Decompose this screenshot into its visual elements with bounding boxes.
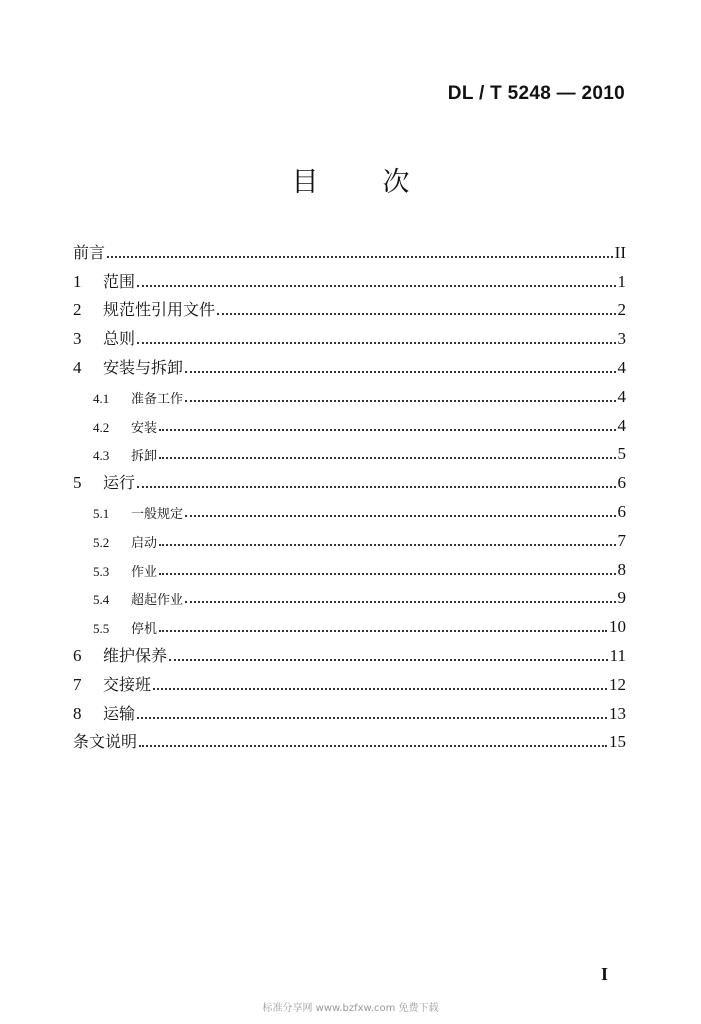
toc-entry-label: 维护保养 (103, 645, 168, 665)
toc-entry[interactable] (73, 695, 626, 724)
toc-title-char-2: 次 (382, 167, 410, 198)
toc-entry-page: 6 (617, 473, 626, 493)
toc-dot-leader (159, 429, 615, 431)
toc-entry-page: 4 (617, 357, 626, 377)
toc-entry-label: 范围 (103, 271, 136, 291)
toc-entry-label: 运输 (103, 703, 136, 723)
toc-entry[interactable] (73, 378, 626, 407)
toc-dot-leader (137, 285, 615, 287)
toc-dot-leader (159, 457, 615, 459)
toc-entry-number: 4.1 (93, 390, 110, 406)
toc-entry-number: 8 (73, 703, 82, 723)
toc-dot-leader (185, 400, 615, 402)
toc-title-char-1: 目 (291, 167, 319, 198)
table-of-contents (73, 234, 626, 752)
toc-entry-label: 安装与拆卸 (103, 357, 184, 377)
toc-entry-page: 12 (609, 674, 626, 694)
toc-entry[interactable] (73, 580, 626, 609)
toc-entry-page: 3 (617, 329, 626, 349)
toc-dot-leader (159, 544, 615, 546)
toc-dot-leader (169, 659, 608, 661)
toc-entry[interactable] (73, 234, 626, 263)
toc-entry-label: 总则 (103, 329, 136, 349)
toc-dot-leader (137, 717, 607, 719)
toc-entry-label: 运行 (103, 473, 136, 493)
toc-entry-label: 前言 (73, 242, 106, 262)
page-number: I (600, 964, 608, 984)
toc-entry-number: 4.2 (93, 419, 110, 435)
toc-entry-page: 1 (617, 271, 626, 291)
toc-dot-leader (185, 371, 615, 373)
toc-entry[interactable] (73, 724, 626, 753)
toc-entry-page: 4 (617, 415, 626, 435)
toc-entry-number: 7 (73, 674, 82, 694)
toc-entry-label: 一般规定 (131, 506, 184, 522)
watermark: 标准分享网 www.bzfxw.com 免费下载 (262, 1003, 439, 1014)
toc-title (0, 160, 701, 199)
toc-entry-page: 6 (617, 501, 626, 521)
toc-entry[interactable] (73, 608, 626, 637)
toc-entry-page: 2 (617, 300, 626, 320)
toc-entry[interactable] (73, 349, 626, 378)
toc-entry[interactable] (73, 320, 626, 349)
toc-entry-label: 停机 (131, 622, 158, 638)
toc-dot-leader (159, 573, 615, 575)
standard-code: DL / T 5248 — 2010 (447, 83, 625, 104)
toc-entry[interactable] (73, 436, 626, 465)
toc-entry[interactable] (73, 666, 626, 695)
toc-dot-leader (137, 342, 615, 344)
toc-entry-page: 10 (609, 617, 626, 637)
toc-entry-number: 4.3 (93, 448, 110, 464)
toc-dot-leader (217, 313, 615, 315)
toc-entry[interactable] (73, 493, 626, 522)
toc-entry-number: 2 (73, 300, 82, 320)
toc-entry-label: 拆卸 (131, 449, 158, 465)
toc-dot-leader (185, 601, 615, 603)
toc-entry[interactable] (73, 464, 626, 493)
toc-entry-number: 5.1 (93, 505, 110, 521)
toc-entry[interactable] (73, 522, 626, 551)
toc-entry-page: 7 (617, 530, 626, 550)
toc-entry-number: 5.4 (93, 592, 110, 608)
toc-entry-page: II (614, 242, 626, 262)
toc-dot-leader (137, 486, 615, 488)
toc-dot-leader (139, 745, 607, 747)
toc-dot-leader (159, 630, 607, 632)
toc-entry-number: 3 (73, 329, 82, 349)
toc-entry[interactable] (73, 637, 626, 666)
toc-entry-number: 5.3 (93, 563, 110, 579)
toc-entry-number: 1 (73, 271, 82, 291)
toc-entry-page: 11 (609, 645, 626, 665)
toc-entry[interactable] (73, 292, 626, 321)
toc-entry-label: 启动 (131, 535, 158, 551)
toc-entry-number: 6 (73, 645, 82, 665)
toc-entry-label: 规范性引用文件 (103, 300, 216, 320)
toc-entry-page: 13 (609, 703, 626, 723)
toc-dot-leader (107, 256, 613, 258)
toc-entry-page: 8 (617, 559, 626, 579)
toc-entry-label: 作业 (131, 564, 158, 580)
toc-entry-page: 15 (609, 732, 626, 752)
toc-entry-label: 安装 (131, 420, 158, 436)
toc-entry-label: 准备工作 (131, 391, 184, 407)
toc-entry-label: 条文说明 (73, 732, 138, 752)
toc-entry-number: 5.5 (93, 621, 110, 637)
toc-entry[interactable] (73, 263, 626, 292)
toc-entry-number: 4 (73, 357, 82, 377)
toc-entry-page: 5 (617, 444, 626, 464)
toc-dot-leader (153, 688, 607, 690)
toc-entry-number: 5.2 (93, 534, 110, 550)
toc-entry-label: 超起作业 (131, 593, 184, 609)
toc-entry-page: 9 (617, 588, 626, 608)
toc-entry-label: 交接班 (103, 674, 152, 694)
toc-entry-number: 5 (73, 473, 82, 493)
toc-entry[interactable] (73, 551, 626, 580)
toc-entry[interactable] (73, 407, 626, 436)
toc-entry-page: 4 (617, 386, 626, 406)
toc-dot-leader (185, 515, 615, 517)
